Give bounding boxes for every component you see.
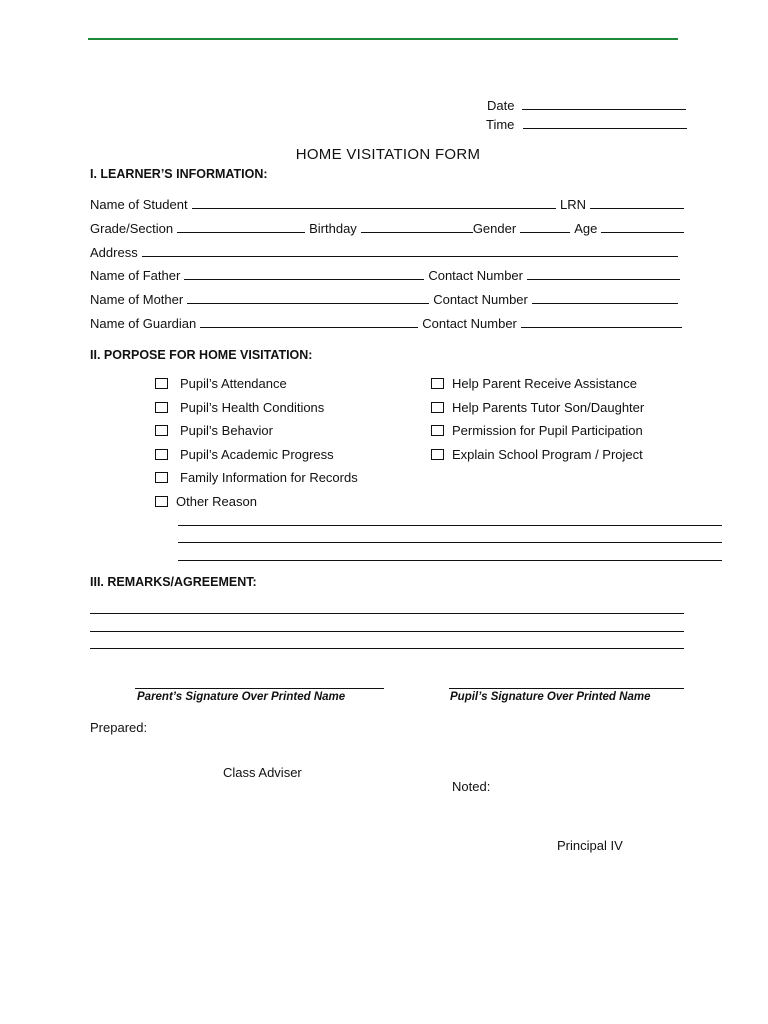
name-of-mother-line[interactable] — [187, 291, 429, 304]
gender-label: Gender — [472, 221, 517, 236]
checkbox-pupils-health-conditions[interactable] — [155, 400, 324, 415]
option-label: Family Information for Records — [180, 470, 358, 485]
option-label: Explain School Program / Project — [452, 447, 643, 462]
parent-signature-label: Parent’s Signature Over Printed Name — [137, 691, 346, 703]
age-label: Age — [574, 221, 598, 236]
grade-section-label: Grade/Section — [90, 221, 174, 236]
option-label: Pupil’s Behavior — [180, 423, 273, 438]
other-reason-line-3[interactable] — [178, 560, 722, 561]
checkbox-pupils-behavior[interactable] — [155, 423, 273, 438]
birthday-line[interactable] — [361, 220, 473, 233]
option-label: Other Reason — [176, 494, 257, 509]
father-contact-number-line[interactable] — [527, 267, 680, 280]
address-line[interactable] — [142, 244, 678, 257]
other-reason-line-2[interactable] — [178, 542, 722, 543]
checkbox-square-icon[interactable] — [155, 449, 168, 460]
class-adviser-label: Class Adviser — [223, 765, 302, 780]
remarks-line-3[interactable] — [90, 648, 684, 649]
name-of-student-label: Name of Student — [90, 197, 188, 212]
checkbox-other-reason[interactable] — [155, 494, 257, 509]
checkbox-square-icon[interactable] — [155, 402, 168, 413]
checkbox-family-information[interactable] — [155, 470, 358, 485]
checkbox-square-icon[interactable] — [431, 378, 444, 389]
row-father — [90, 267, 684, 283]
option-label: Pupil’s Academic Progress — [180, 447, 334, 462]
noted-label: Noted: — [452, 779, 491, 794]
time-input-line[interactable] — [523, 116, 687, 129]
remarks-line-1[interactable] — [90, 613, 684, 614]
checkbox-square-icon[interactable] — [155, 378, 168, 389]
row-address — [90, 244, 684, 260]
principal-label: Principal IV — [557, 838, 623, 853]
checkbox-help-parents-tutor[interactable] — [431, 400, 644, 415]
checkbox-help-parent-receive-assistance[interactable] — [431, 376, 637, 391]
mother-contact-number-line[interactable] — [532, 291, 678, 304]
name-of-father-label: Name of Father — [90, 268, 181, 283]
option-label: Permission for Pupil Participation — [452, 423, 643, 438]
row-student-lrn — [90, 196, 684, 212]
date-field — [487, 97, 686, 113]
lrn-line[interactable] — [590, 196, 684, 209]
section-learner-information-heading: I. LEARNER’S INFORMATION: — [90, 167, 268, 181]
checkbox-square-icon[interactable] — [155, 425, 168, 436]
checkbox-square-icon[interactable] — [431, 402, 444, 413]
checkbox-explain-school-program[interactable] — [431, 447, 643, 462]
option-label: Help Parents Tutor Son/Daughter — [452, 400, 645, 415]
remarks-line-2[interactable] — [90, 631, 684, 632]
time-field — [486, 116, 687, 132]
birthday-label: Birthday — [309, 221, 357, 236]
grade-section-line[interactable] — [177, 220, 305, 233]
section-purpose-heading: II. PORPOSE FOR HOME VISITATION: — [90, 348, 313, 362]
checkbox-square-icon[interactable] — [155, 472, 168, 483]
checkbox-square-icon[interactable] — [431, 449, 444, 460]
guardian-contact-number-label: Contact Number — [422, 316, 517, 331]
option-label: Pupil’s Attendance — [180, 376, 287, 391]
lrn-label: LRN — [559, 197, 586, 212]
top-green-rule — [88, 38, 678, 40]
checkbox-pupils-attendance[interactable] — [155, 376, 287, 391]
checkbox-square-icon[interactable] — [155, 496, 168, 507]
date-label: Date — [487, 98, 515, 113]
checkbox-square-icon[interactable] — [431, 425, 444, 436]
checkbox-pupils-academic-progress[interactable] — [155, 447, 334, 462]
address-label: Address — [90, 245, 138, 260]
form-title: HOME VISITATION FORM — [295, 146, 481, 163]
section-remarks-heading: III. REMARKS/AGREEMENT: — [90, 575, 257, 589]
name-of-father-line[interactable] — [184, 267, 424, 280]
guardian-contact-number-line[interactable] — [521, 315, 682, 328]
prepared-label: Prepared: — [90, 720, 148, 735]
date-input-line[interactable] — [522, 97, 686, 110]
pupil-signature-line[interactable] — [449, 688, 684, 689]
father-contact-number-label: Contact Number — [428, 268, 523, 283]
option-label: Pupil’s Health Conditions — [180, 400, 325, 415]
mother-contact-number-label: Contact Number — [433, 292, 528, 307]
other-reason-line-1[interactable] — [178, 525, 722, 526]
name-of-guardian-label: Name of Guardian — [90, 316, 197, 331]
name-of-guardian-line[interactable] — [200, 315, 418, 328]
parent-signature-line[interactable] — [135, 688, 384, 689]
pupil-signature-label: Pupil’s Signature Over Printed Name — [450, 691, 651, 703]
name-of-mother-label: Name of Mother — [90, 292, 184, 307]
option-label: Help Parent Receive Assistance — [452, 376, 637, 391]
row-grade-birthday-gender-age — [90, 220, 684, 236]
age-line[interactable] — [601, 220, 684, 233]
gender-line[interactable] — [520, 220, 570, 233]
row-mother — [90, 291, 684, 307]
checkbox-permission-for-participation[interactable] — [431, 423, 643, 438]
name-of-student-line[interactable] — [192, 196, 556, 209]
time-label: Time — [486, 117, 515, 132]
row-guardian — [90, 315, 684, 331]
